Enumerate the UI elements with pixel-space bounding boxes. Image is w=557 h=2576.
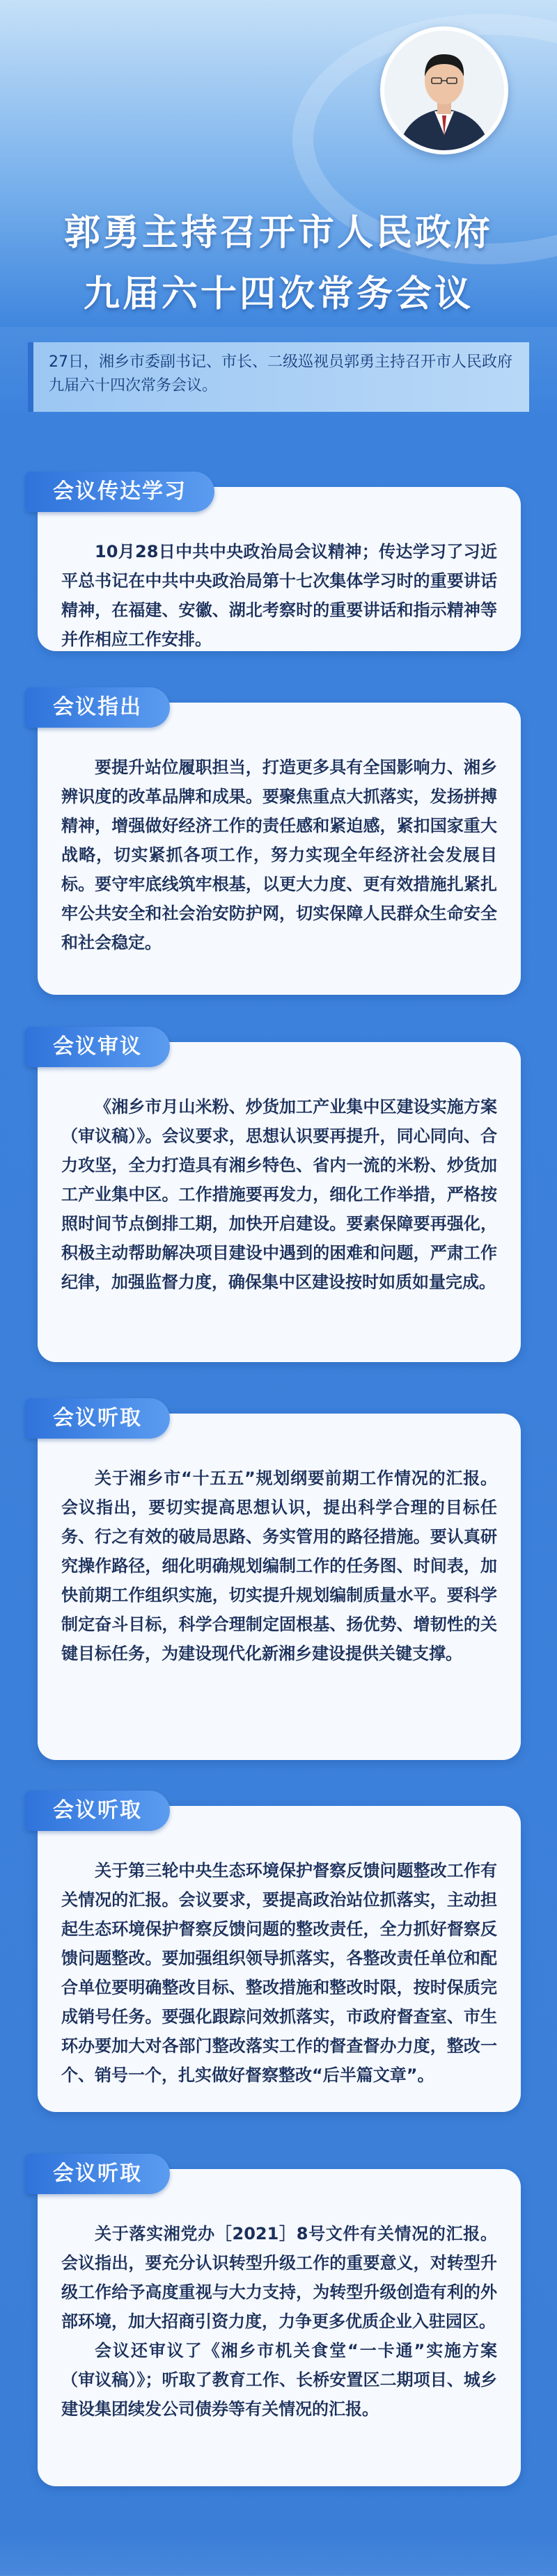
section-paragraph: 关于湘乡市“十五五”规划纲要前期工作情况的汇报。会议指出，要切实提高思想认识，提出科学合理的目标任务、行之有效的破局思路、务实管用的路径措施。要认真研究操作路径，细化明确规划编制工作的任务图、时间表，加快前期工作组织实施，切实提升规划编制质量水平。要科学制定奋斗目标，科学合理制定固根基、扬优势、增韧性的关键目标任务，为建设现代化新湘乡建设提供关键支撑。 xyxy=(61,1469,497,1663)
section-paragraph: 关于第三轮中央生态环境保护督察反馈问题整改工作有关情况的汇报。会议要求，要提高政治站位抓落实，主动担起生态环境保护督察反馈问题的整改责任，全力抓好督察反馈问题整改。要加强组织领导抓落实，各整改责任单位和配合单位要明确整改目标、整改措施和整改时限，按时保质完成销号任务。要强化跟踪问效抓落实，市政府督查室、市生环办要加大对各部门整改落实工作的督查督办力度，整改一个、销号一个，扎实做好督察整改“后半篇文章”。 xyxy=(61,1861,497,2085)
section-card-heard-1 xyxy=(38,1406,521,1760)
intro-text: 27日，湘乡市委副书记、市长、二级巡视员郭勇主持召开市人民政府九届六十四次常务会议。 xyxy=(49,353,512,394)
section-paragraph: 关于落实湘党办［2021］8号文件有关情况的汇报。会议指出，要充分认识转型升级工作的重要意义，对转型升级工作给予高度重视与大力支持，为转型升级创造有利的外部环境，加大招商引资力度，力争更多优质企业入驻园区。 xyxy=(61,2224,497,2331)
section-card-heard-2 xyxy=(38,1798,521,2112)
section-chip: 会议听取 xyxy=(25,1791,170,1831)
section-chip: 会议听取 xyxy=(25,2154,170,2194)
section-card-pointed xyxy=(38,695,521,995)
section-paragraph: 要提升站位履职担当，打造更多具有全国影响力、湘乡辨识度的改革品牌和成果。要聚焦重点大抓落实，发扬拼搏精神，增强做好经济工作的责任感和紧迫感，紧扣国家重大战略，切实紧抓各项工作，努力实现全年经济社会发展目标。要守牢底线筑牢根基，以更大力度、更有效措施扎紧扎牢公共安全和社会治安防护网，切实保障人民群众生命安全和社会稳定。 xyxy=(61,758,497,952)
section-paragraph: 10月28日中共中央政治局会议精神；传达学习了习近平总书记在中共中央政治局第十七次集体学习时的重要讲话精神，在福建、安徽、湖北考察时的重要讲话和指示精神等并作相应工作安排。 xyxy=(61,542,497,649)
page-title-line1: 郭勇主持召开市人民政府 xyxy=(63,212,493,254)
page-title-line2: 九届六十四次常务会议 xyxy=(83,273,473,315)
section-paragraph: 《湘乡市月山米粉、炒货加工产业集中区建设实施方案（审议稿）》。会议要求，思想认识要再提升，同心同向、合力攻坚，全力打造具有湘乡特色、省内一流的米粉、炒货加工产业集中区。工作措施要再发力，细化工作举措，严格按照时间节点倒排工期，加快开启建设。要素保障要再强化，积极主动帮助解决项目建设中遇到的困难和问题，严肃工作纪律，加强监督力度，确保集中区建设按时如质如量完成。 xyxy=(61,1097,497,1292)
portrait-avatar xyxy=(380,26,508,154)
bottom-band xyxy=(0,2532,557,2576)
section-card-heard-3 xyxy=(38,2161,521,2486)
section-chip: 会议传达学习 xyxy=(25,472,214,512)
section-chip: 会议审议 xyxy=(25,1027,170,1067)
section-chip: 会议指出 xyxy=(25,687,170,728)
section-paragraph: 会议还审议了《湘乡市机关食堂“一卡通”实施方案（审议稿）》；听取了教育工作、长桥安置区二期项目、城乡建设集团续发公司债券等有关情况的汇报。 xyxy=(61,2341,497,2419)
section-card-review xyxy=(38,1034,521,1362)
intro-box xyxy=(28,342,529,412)
section-card-study xyxy=(38,479,521,651)
section-chip: 会议听取 xyxy=(25,1398,170,1439)
